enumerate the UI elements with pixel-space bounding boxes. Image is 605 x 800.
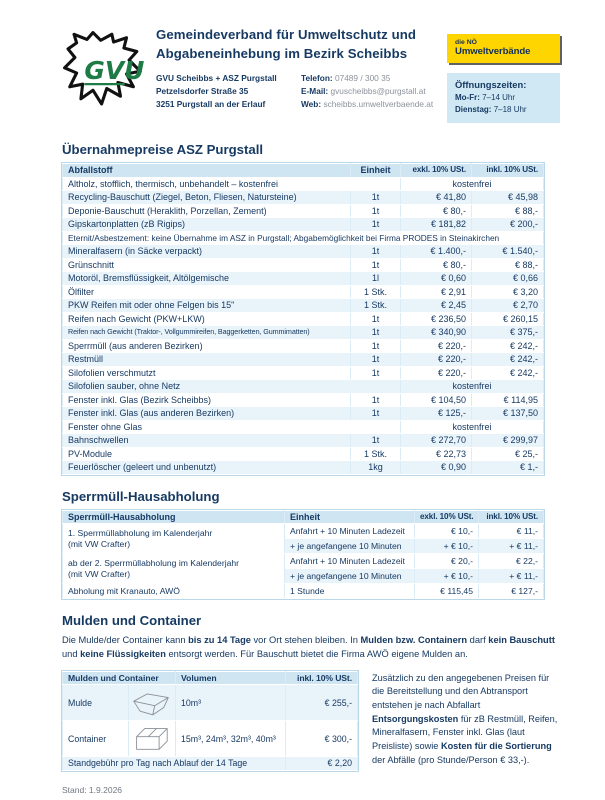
address-line: GVU Scheibbs + ASZ Purgstall — [156, 73, 277, 84]
containers-side-note: Zusätzlich zu den angegebenen Preisen für die Bereitstellung und den Abtransport entstehen je nach Abfallart Entsorgungskosten für zB Restmüll, Reifen, Mineralfasern, Fenster inkl. Glas (laut Preisliste) sowie Kosten für die Sortierung der Abfälle (pro Stunde/Person € 33,-). — [372, 672, 558, 765]
price-excl: + € 10,- — [415, 539, 479, 554]
price-incl: € 375,- — [472, 326, 544, 340]
unit-value: 1t — [351, 258, 401, 272]
bulky-pickup-table — [62, 510, 544, 600]
price-table — [62, 163, 544, 475]
price-incl: € 45,98 — [472, 191, 544, 205]
containers-intro: Die Mulde/der Container kann bis zu 14 Tage vor Ort stehen bleiben. In Mulden bzw. Containern darf kein Bauschutt und keine Flüssigkeiten entsorgt werden. Für Bauschutt bietet die Firma AWÖ eigene Mulden an. — [62, 635, 555, 659]
col-header-container: Mulden und Container — [63, 671, 176, 685]
table-row — [63, 554, 544, 569]
unit-value: 1t — [351, 204, 401, 218]
price-excl: € 80,- — [401, 258, 472, 272]
svg-text:GVU: GVU — [84, 56, 145, 86]
price-incl: € 1,- — [472, 461, 544, 475]
table-row — [63, 407, 544, 421]
section-title-bulky: Sperrmüll-Hausabholung — [62, 488, 220, 504]
col-header-incl: inkl. 10% USt. — [479, 510, 544, 524]
price-incl: € 299,97 — [472, 434, 544, 448]
container-name: Mulde — [63, 685, 129, 721]
material-label: Fenster inkl. Glas (Bezirk Scheibbs) — [63, 393, 351, 407]
price-excl: € 181,82 — [401, 218, 472, 232]
table-row — [63, 231, 544, 245]
col-header-incl: inkl. 10% USt. — [472, 164, 544, 178]
price-incl: € 11,- — [479, 524, 544, 539]
price-incl: € 200,- — [472, 218, 544, 232]
phone-line: Telefon: 07489 / 300 35 — [301, 73, 391, 84]
free-of-charge-value: kostenfrei — [401, 177, 544, 191]
unit-value: 1t — [351, 312, 401, 326]
material-label: Deponie-Bauschutt (Heraklith, Porzellan, Zement) — [63, 204, 351, 218]
hours-line: Dienstag: 7–18 Uhr — [455, 105, 527, 114]
gvu-logo-icon — [62, 28, 156, 118]
unit-value: 1t — [351, 366, 401, 380]
col-header-excl: exkl. 10% USt. — [401, 164, 472, 178]
email-line: E-Mail: gvuscheibbs@purgstall.at — [301, 86, 426, 97]
price-excl: € 272,70 — [401, 434, 472, 448]
material-label: Mineralfasern (in Säcke verpackt) — [63, 245, 351, 259]
material-label: Silofolien verschmutzt — [63, 366, 351, 380]
table-row — [63, 191, 544, 205]
price-incl: € 242,- — [472, 353, 544, 367]
price-excl: € 220,- — [401, 353, 472, 367]
service-label: ab der 2. Sperrmüllabholung im Kalenderjahr (mit VW Crafter) — [63, 554, 285, 584]
org-title: Gemeindeverband für Umweltschutz und Abgabeneinhebung im Bezirk Scheibbs — [156, 27, 417, 61]
table-row — [63, 461, 544, 475]
price-incl: € 242,- — [472, 366, 544, 380]
price-incl: € 1.540,- — [472, 245, 544, 259]
unit-value: 1 Stk. — [351, 447, 401, 461]
price-excl: € 80,- — [401, 204, 472, 218]
unit-value: 1t — [351, 218, 401, 232]
price-incl: + € 11,- — [479, 569, 544, 584]
material-label: Bahnschwellen — [63, 434, 351, 448]
unit-value: + je angefangene 10 Minuten — [285, 539, 415, 554]
table-row — [63, 312, 544, 326]
table-row — [63, 524, 544, 539]
gvu-logo — [62, 26, 156, 123]
unit-value: + je angefangene 10 Minuten — [285, 569, 415, 584]
col-header-excl: exkl. 10% USt. — [415, 510, 479, 524]
table-row — [63, 434, 544, 448]
price-incl: € 88,- — [472, 258, 544, 272]
price-excl: € 220,- — [401, 339, 472, 353]
material-label: PV-Module — [63, 447, 351, 461]
table-row — [63, 245, 544, 259]
table-row — [63, 204, 544, 218]
price-excl: € 1.400,- — [401, 245, 472, 259]
unit-value: 1 Stunde — [285, 584, 415, 599]
material-label: Altholz, stofflich, thermisch, unbehandelt – kostenfrei — [63, 177, 401, 191]
price-excl: € 125,- — [401, 407, 472, 421]
col-header-material: Abfallstoff — [63, 164, 351, 178]
contact-block — [301, 72, 433, 111]
material-label: Gipskartonplatten (zB Rigips) — [63, 218, 351, 232]
table-row — [63, 447, 544, 461]
price-incl: € 300,- — [286, 721, 358, 757]
price-incl: € 2,70 — [472, 299, 544, 313]
price-excl: + € 10,- — [415, 569, 479, 584]
address-line: 3251 Purgstall an der Erlauf — [156, 99, 266, 110]
price-incl: € 2,20 — [286, 757, 358, 771]
unit-value: 1t — [351, 245, 401, 259]
container-name: Container — [63, 721, 129, 757]
material-label: Recycling-Bauschutt (Ziegel, Beton, Fliesen, Natursteine) — [63, 191, 351, 205]
col-header-volume: Volumen — [176, 671, 286, 685]
price-excl: € 115,45 — [415, 584, 479, 599]
price-excl: € 220,- — [401, 366, 472, 380]
service-label: 1. Sperrmüllabholung im Kalenderjahr (mit VW Crafter) — [63, 524, 285, 554]
price-excl: € 2,45 — [401, 299, 472, 313]
unit-value: 1 Stk. — [351, 299, 401, 313]
col-header-unit: Einheit — [351, 164, 401, 178]
price-excl: € 236,50 — [401, 312, 472, 326]
unit-value: Anfahrt + 10 Minuten Ladezeit — [285, 524, 415, 539]
price-incl: € 260,15 — [472, 312, 544, 326]
material-label: Sperrmüll (aus anderen Bezirken) — [63, 339, 351, 353]
icon-cell — [129, 721, 176, 757]
unit-value: 1t — [351, 353, 401, 367]
material-label: PKW Reifen mit oder ohne Felgen bis 15" — [63, 299, 351, 313]
table-row — [63, 339, 544, 353]
address-block — [156, 72, 301, 111]
price-incl: € 137,50 — [472, 407, 544, 421]
price-excl: € 41,80 — [401, 191, 472, 205]
price-incl: € 127,- — [479, 584, 544, 599]
material-label: Fenster ohne Glas — [63, 420, 401, 434]
mulde-icon — [131, 690, 173, 716]
price-incl: € 25,- — [472, 447, 544, 461]
material-label: Restmüll — [63, 353, 351, 367]
web-line: Web: scheibbs.umweltverbaende.at — [301, 99, 434, 110]
price-incl: € 242,- — [472, 339, 544, 353]
material-label: Motoröl, Bremsflüssigkeit, Altölgemische — [63, 272, 351, 286]
price-excl: € 2,91 — [401, 285, 472, 299]
table-row — [63, 218, 544, 232]
material-label: Reifen nach Gewicht (PKW+LKW) — [63, 312, 351, 326]
material-label: Ölfilter — [63, 285, 351, 299]
standing-fee-label: Standgebühr pro Tag nach Ablauf der 14 Tage — [63, 757, 286, 771]
material-label: Reifen nach Gewicht (Traktor-, Vollgummireifen, Baggerketten, Gummimatten) — [63, 326, 351, 340]
table-row — [63, 285, 544, 299]
price-incl: € 3,20 — [472, 285, 544, 299]
price-incl: € 114,95 — [472, 393, 544, 407]
col-header-incl: inkl. 10% USt. — [286, 671, 358, 685]
table-row — [63, 757, 358, 771]
unit-value: 1t — [351, 407, 401, 421]
col-header-service: Sperrmüll-Hausabholung — [63, 510, 285, 524]
free-of-charge-value: kostenfrei — [401, 420, 544, 434]
price-incl: € 88,- — [472, 204, 544, 218]
unit-value: Anfahrt + 10 Minuten Ladezeit — [285, 554, 415, 569]
table-row — [63, 353, 544, 367]
umweltverbaende-badge: die NÖ Umweltverbände — [447, 34, 560, 63]
table-row — [63, 366, 544, 380]
col-header-unit: Einheit — [285, 510, 415, 524]
material-label: Feuerlöscher (geleert und unbenutzt) — [63, 461, 351, 475]
table-row — [63, 380, 544, 394]
price-excl: € 340,90 — [401, 326, 472, 340]
opening-hours-box: Öffnungszeiten: Mo-Fr: 7–14 Uhr Dienstag: 7–18 Uhr — [447, 73, 560, 123]
table-row — [63, 177, 544, 191]
table-row — [63, 326, 544, 340]
unit-value: 1t — [351, 434, 401, 448]
hours-line: Mo-Fr: 7–14 Uhr — [455, 93, 516, 102]
volume-value: 15m³, 24m³, 32m³, 40m³ — [176, 721, 286, 757]
unit-value: 1t — [351, 393, 401, 407]
section-title-prices: Übernahmepreise ASZ Purgstall — [62, 142, 264, 157]
table-row — [63, 258, 544, 272]
table-row — [63, 420, 544, 434]
unit-value: 1t — [351, 326, 401, 340]
document-date: Stand: 1.9.2026 — [62, 784, 123, 795]
icon-cell — [129, 685, 176, 721]
header-text-block — [156, 26, 447, 123]
table-row — [63, 721, 358, 757]
price-excl: € 0,60 — [401, 272, 472, 286]
material-label: Silofolien sauber, ohne Netz — [63, 380, 401, 394]
container-table — [62, 671, 358, 771]
table-note: Eternit/Asbestzement: keine Übernahme im ASZ in Purgstall; Abgabemöglichkeit bei Firma PRODES in Steinakirchen — [63, 231, 544, 245]
unit-value: 1 Stk. — [351, 285, 401, 299]
price-incl: + € 11,- — [479, 539, 544, 554]
price-excl: € 104,50 — [401, 393, 472, 407]
unit-value: 1t — [351, 339, 401, 353]
table-row — [63, 272, 544, 286]
price-excl: € 10,- — [415, 524, 479, 539]
page-header — [62, 26, 560, 123]
unit-value: 1kg — [351, 461, 401, 475]
container-icon — [131, 725, 173, 752]
volume-value: 10m³ — [176, 685, 286, 721]
section-title-containers: Mulden und Container — [62, 613, 202, 628]
price-excl: € 20,- — [415, 554, 479, 569]
price-incl: € 22,- — [479, 554, 544, 569]
address-line: Petzelsdorfer Straße 35 — [156, 86, 249, 97]
material-label: Fenster inkl. Glas (aus anderen Bezirken) — [63, 407, 351, 421]
table-row — [63, 299, 544, 313]
table-row — [63, 685, 358, 721]
material-label: Grünschnitt — [63, 258, 351, 272]
price-excl: € 22,73 — [401, 447, 472, 461]
table-row — [63, 393, 544, 407]
price-incl: € 255,- — [286, 685, 358, 721]
unit-value: 1l — [351, 272, 401, 286]
service-label: Abholung mit Kranauto, AWÖ — [63, 584, 285, 599]
unit-value: 1t — [351, 191, 401, 205]
price-incl: € 0,66 — [472, 272, 544, 286]
price-excl: € 0,90 — [401, 461, 472, 475]
free-of-charge-value: kostenfrei — [401, 380, 544, 394]
table-row — [63, 584, 544, 599]
